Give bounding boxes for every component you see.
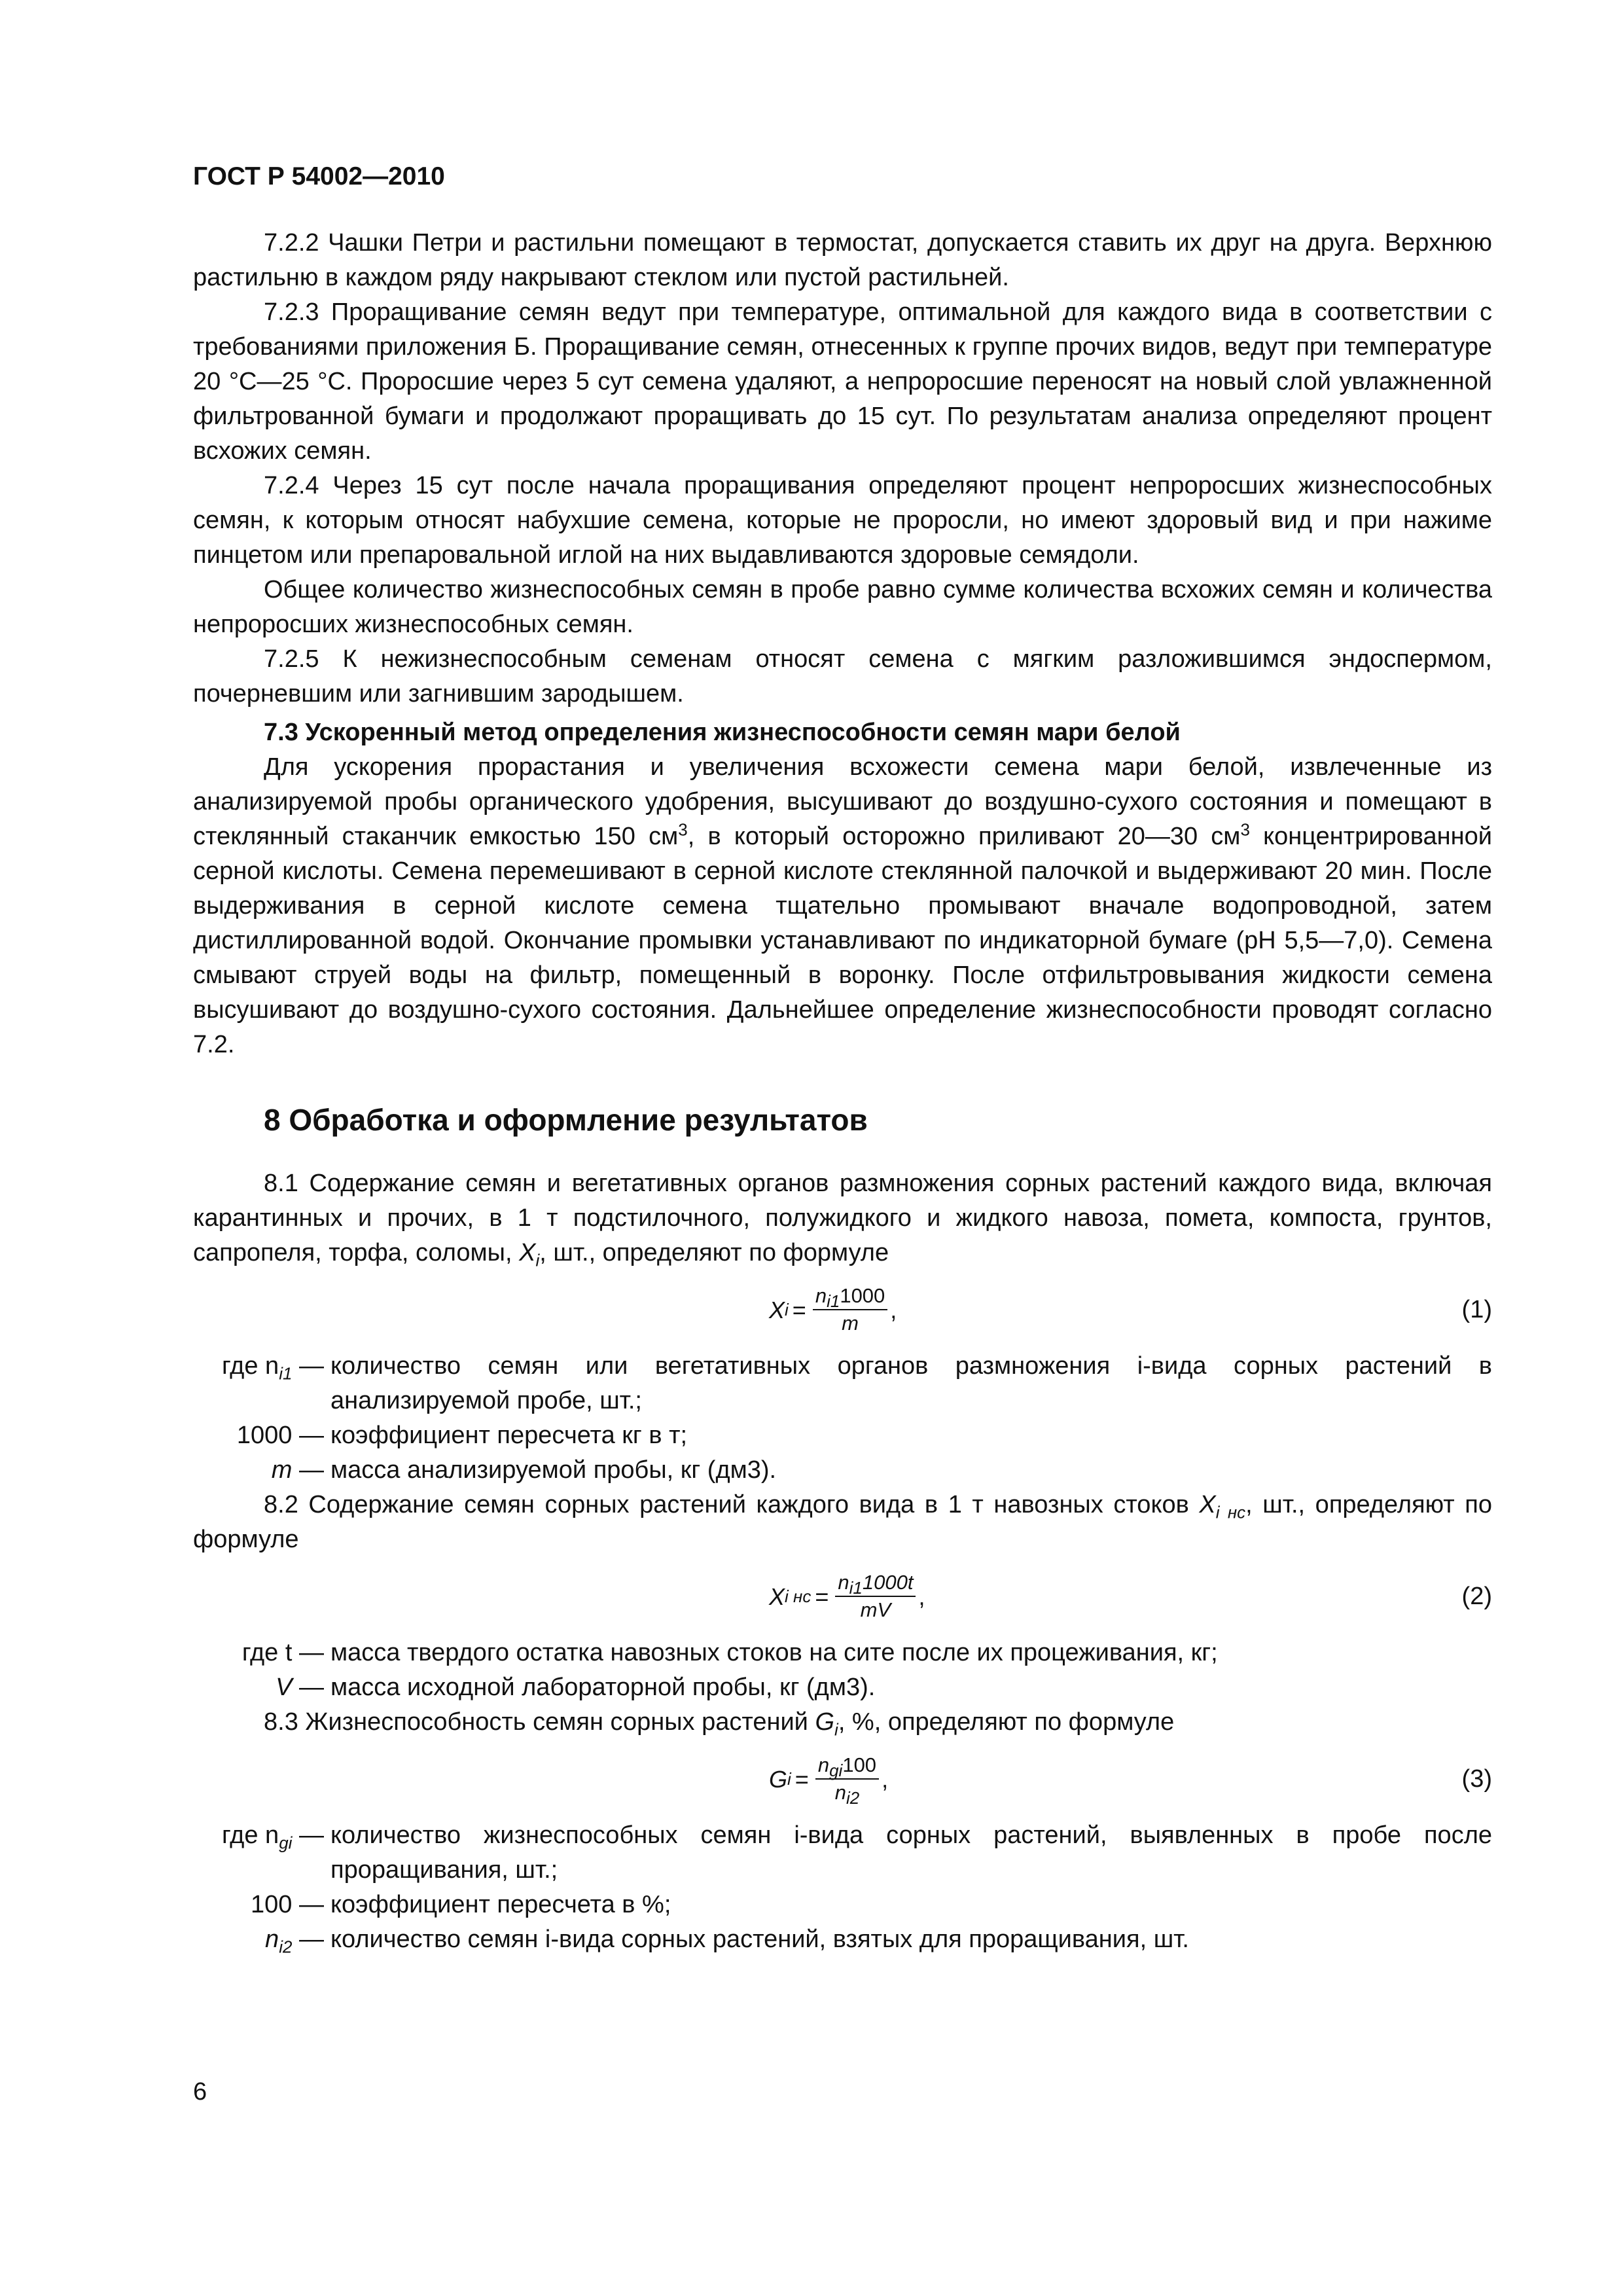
heading-8: 8 Обработка и оформление результатов xyxy=(264,1103,868,1137)
para-7-2-5: 7.2.5 К нежизнеспособным семенам относят семена с мягким разложившимся эндоспермом, почерневшим или загнившим зародышем. xyxy=(193,645,1492,708)
document-header: ГОСТ Р 54002—2010 xyxy=(193,162,445,190)
page-number: 6 xyxy=(193,2078,207,2106)
para-total-viable: Общее количество жизнеспособных семян в пробе равно сумме количества всхожих семян и количества непроросших жизнеспособных семян. xyxy=(193,576,1492,638)
equation-number-3: (3) xyxy=(1461,1765,1492,1793)
para-7-3: Для ускорения прорастания и увеличения всхожести семена мари белой, извлеченные из анализируемой пробы органического удобрения, высушивают до воздушно-сухого состояния и помещают в стеклянный стаканчик емкостью 150 $см^3$, в который осторожно приливают 20—30 $см^3$ концентрированной серной кислоты. Семена перемешивают в серной кислоте стеклянной палочкой и выдерживают 20 мин. После выдерживания в серной кислоте семена тщательно промывают вначале водопроводной, затем дистиллированной водой. Окончание промывки устанавливают по индикаторной бумаге (рН 5,5—7,0). Семена смывают струей воды на фильтр, помещенный в воронку. После отфильтровывания жидкости семена высушивают до воздушно-сухого состояния. Дальнейшее определение жизнеспособности проводят согласно 7.2. xyxy=(193,753,1492,1058)
content xyxy=(193,226,1492,1957)
heading-7-3: 7.3 Ускоренный метод определения жизнеспособности семян мари белой xyxy=(264,719,1181,746)
formula-3: G i = $\frac{n_{gi}100}{n_{i2}}$ , (3) xyxy=(193,1740,1492,1818)
para-8-1: 8.1 Содержание семян и вегетативных органов размножения сорных растений каждого вида, включая карантинных и прочих, в 1 т подстилочного, полужидкого и жидкого навоза, помета, компоста, грунтов, сапропеля, торфа, соломы, $X_i$, шт., определяют по формуле xyxy=(193,1170,1492,1270)
legend-formula-2: где t — масса твердого остатка навозных стоков на сите после их процеживания, кг; V — масса исходной лабораторной пробы, кг (дм3). xyxy=(241,1639,1218,1701)
formula-1: X i = $\frac{n_{i1}1000}{m}$ , (1) xyxy=(193,1270,1492,1349)
equation-number-1: (1) xyxy=(1461,1295,1492,1323)
legend-formula-1: где $n_{i1}$ — количество семян или вегетативных органов размножения i-вида сорных растений в анализируемой пробе, шт.; 1000 — коэффициент пересчета кг в т; m — масса анализируемой пробы, кг (дм3). xyxy=(222,1352,1492,1484)
legend-formula-3: где $n_{gi}$ — количество жизнеспособных семян i-вида сорных растений, выявленных в пробе после проращивания, шт.; 100 — коэффициент пересчета в %; $n_{i2}$ — количество семян i-вида сорных растений, взятых для проращивания, шт. xyxy=(222,1821,1492,1957)
equation-number-2: (2) xyxy=(1461,1582,1492,1610)
formula-2: X i нс = $\frac{n_{i1}1000t}{mV}$ , (2) xyxy=(193,1557,1492,1636)
para-7-2-4: 7.2.4 Через 15 сут после начала проращивания определяют процент непроросших жизнеспособных семян, к которым относят набухшие семена, которые не проросли, но имеют здоровый вид и при нажиме пинцетом или препаровальной иглой на них выдавливаются здоровые семядоли. xyxy=(193,472,1492,569)
para-7-2-3: 7.2.3 Проращивание семян ведут при температуре, оптимальной для каждого вида в соответствии с требованиями приложения Б. Проращивание семян, отнесенных к группе прочих видов, ведут при температуре 20 °С—25 °С. Проросшие через 5 сут семена удаляют, а непроросшие переносят на новый слой увлажненной фильтрованной бумаги и продолжают проращивать до 15 сут. По результатам анализа определяют процент всхожих семян. xyxy=(193,298,1492,465)
para-7-2-2: 7.2.2 Чашки Петри и растильни помещают в термостат, допускается ставить их друг на друга. Верхнюю растильню в каждом ряду накрывают стеклом или пустой растильней. xyxy=(193,229,1492,291)
para-8-3: 8.3 Жизнеспособность семян сорных растений $G_i$, %, определяют по формуле xyxy=(264,1708,1175,1740)
para-8-2: 8.2 Содержание семян сорных растений каждого вида в 1 т навозных стоков $X_{i нс}$, шт., определяют по формуле xyxy=(193,1491,1492,1553)
